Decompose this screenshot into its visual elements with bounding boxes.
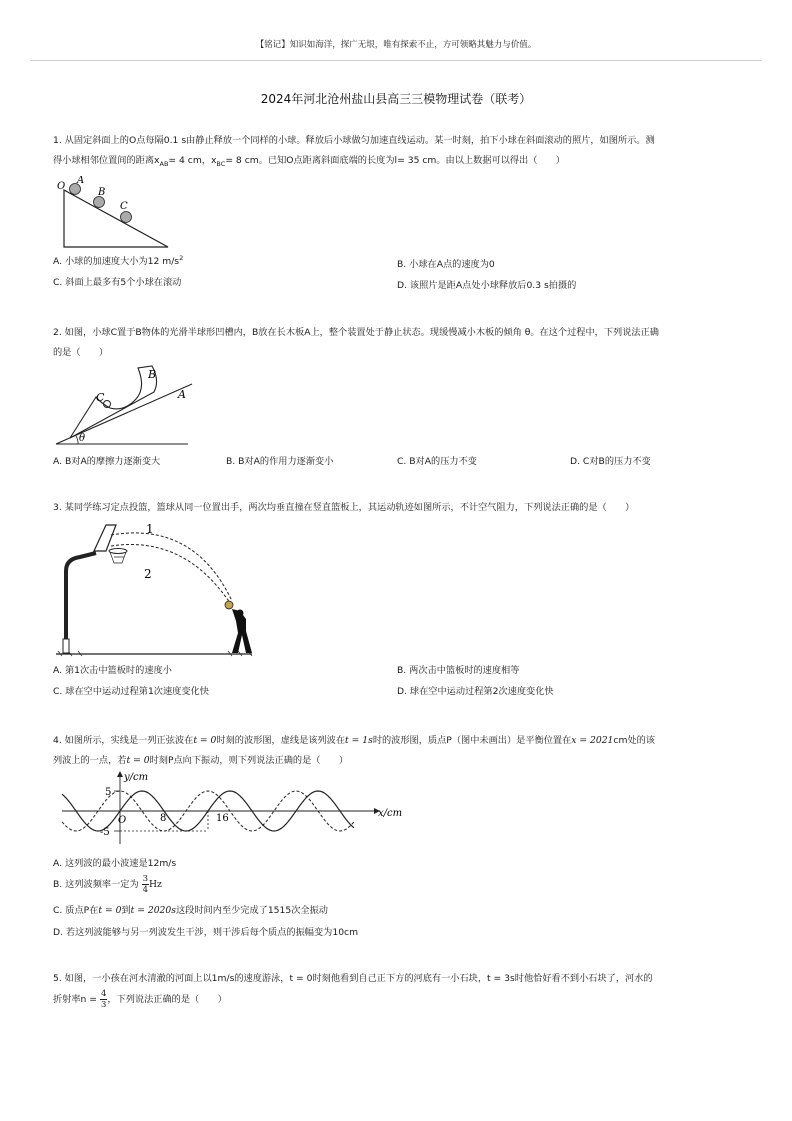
label-theta: θ (79, 433, 86, 444)
pole-base (63, 639, 69, 653)
q2-incline-figure (54, 364, 194, 448)
tick-neg5: -5 (100, 827, 110, 838)
q3-option-d[interactable]: D. 球在空中运动过程第2次速度变化快 (397, 686, 554, 697)
trajectory-2 (111, 544, 230, 603)
q2-option-a[interactable]: A. B对A的摩擦力逐渐变大 (53, 456, 161, 467)
y-label: y/cm (124, 772, 149, 783)
q4-line2: 列波上的一点，若t = 0时刻P点向下振动，则下列说法正确的是（ ） (53, 755, 349, 766)
block-b (70, 366, 157, 438)
q2-line2: 的是（ ） (53, 347, 109, 358)
q1-option-b[interactable]: B. 小球在A点的速度为0 (397, 259, 495, 270)
label-a: A (178, 388, 186, 401)
q2-option-d[interactable]: D. C对B的压力不变 (570, 456, 651, 467)
header-note: 【铭记】知识如海洋，探广无垠，唯有探索不止，方可领略其魅力与价值。 (255, 40, 537, 50)
q3-stem (53, 498, 743, 518)
q3-option-a[interactable]: A. 第1次击中篮板时的速度小 (53, 665, 172, 676)
q4-wave-figure (58, 771, 408, 847)
q3-line1: 3. 某同学练习定点投篮，篮球从同一位置出手，两次均垂直撞在竖直篮板上，其运动轨迹如图所示，不计空气阻力，下列说法正确的是（ ） (53, 502, 635, 513)
label-b: B (148, 368, 157, 381)
q5-line1: 5. 如图，一小孩在河水清澈的河面上以1m/s的速度游泳，t = 0时刻他看到自己正下方的河底有一小石块，t = 3s时他恰好看不到小石块了，河水的 (53, 973, 653, 984)
q1-incline-figure (54, 176, 176, 250)
q4-option-b[interactable]: B. 这列波频率一定为 $\frac{3}{4}$ Hz (53, 874, 162, 895)
label-1: 1 (146, 522, 154, 536)
q2-option-b[interactable]: B. B对A的作用力逐渐变小 (226, 456, 334, 467)
incline-triangle (64, 190, 168, 247)
q1-line2: 得小球相邻位置间的距离$x_{AB}= 4$ cm，$x_{BC}= 8$ cm。已知O点距离斜面底端的长度为l= 35 cm。由以上数据可以得出（ ） (53, 155, 565, 168)
header-divider (30, 60, 762, 61)
label-o: O (57, 181, 66, 192)
backboard (94, 525, 116, 551)
q5-stem (53, 969, 743, 1010)
ball-b (94, 197, 105, 208)
label-a: A (77, 176, 85, 186)
q4-option-d[interactable]: D. 若这列波能够与另一列波发生干涉，则干涉后每个质点的振幅变为10cm (53, 927, 359, 938)
q5-line2: 折射率n = $\frac{4}{3}$ ，下列说法正确的是（ ） (53, 989, 227, 1010)
q4-option-c[interactable]: C. 质点P在t = 0到t = 2020s这段时间内至少完成了1515次全振动 (53, 905, 328, 916)
q3-basketball-figure (54, 521, 256, 659)
q2-stem (53, 323, 743, 363)
origin: O (118, 815, 127, 826)
q1-option-a[interactable]: A. 小球的加速度大小为12 $m/s^2$ (53, 253, 184, 267)
q3-option-c[interactable]: C. 球在空中运动过程第1次速度变化快 (53, 686, 209, 697)
x-label: x/cm (378, 808, 403, 819)
tick-5: 5 (105, 787, 112, 798)
basketball (225, 601, 233, 609)
tick-16: 16 (216, 813, 229, 824)
label-c: C (120, 201, 128, 212)
angle-arc (76, 436, 78, 444)
trajectory-1 (111, 533, 232, 601)
q2-option-c[interactable]: C. B对A的压力不变 (397, 456, 477, 467)
q1-option-c[interactable]: C. 斜面上最多有5个小球在滚动 (53, 277, 182, 288)
q4-option-a[interactable]: A. 这列波的最小波速是12m/s (53, 858, 177, 869)
label-c: C (96, 391, 105, 404)
q1-option-d[interactable]: D. 该照片是距A点处小球释放后0.3 s拍摄的 (397, 280, 577, 291)
page-title: 2024年河北沧州盐山县高三三模物理试卷（联考） (260, 92, 532, 106)
tick-8: 8 (160, 813, 167, 824)
q4-line1: 4. 如图所示，实线是一列正弦波在t = 0时刻的波形图，虚线是该列波在t = 1s时的波形图，质点P（图中未画出）是平衡位置在x = 2021cm处的该 (53, 735, 655, 746)
label-2: 2 (144, 567, 152, 581)
hoop-pole (66, 553, 96, 648)
q3-option-b[interactable]: B. 两次击中篮板时的速度相等 (397, 665, 520, 676)
q1-line1: 1. 从固定斜面上的O点每隔0.1 s由静止释放一个同样的小球。释放后小球做匀加速直线运动。某一时刻，拍下小球在斜面滚动的照片，如图所示。测 (53, 135, 655, 146)
label-b: B (98, 187, 106, 198)
q1-stem (53, 131, 743, 174)
ball-c (121, 212, 132, 223)
q2-line1: 2. 如图，小球C置于B物体的光滑半球形凹槽内，B放在长木板A上，整个装置处于静止状态。现缓慢减小木板的倾角 θ。在这个过程中，下列说法正确 (53, 327, 659, 338)
rim (109, 549, 127, 554)
q4-stem (53, 731, 743, 771)
